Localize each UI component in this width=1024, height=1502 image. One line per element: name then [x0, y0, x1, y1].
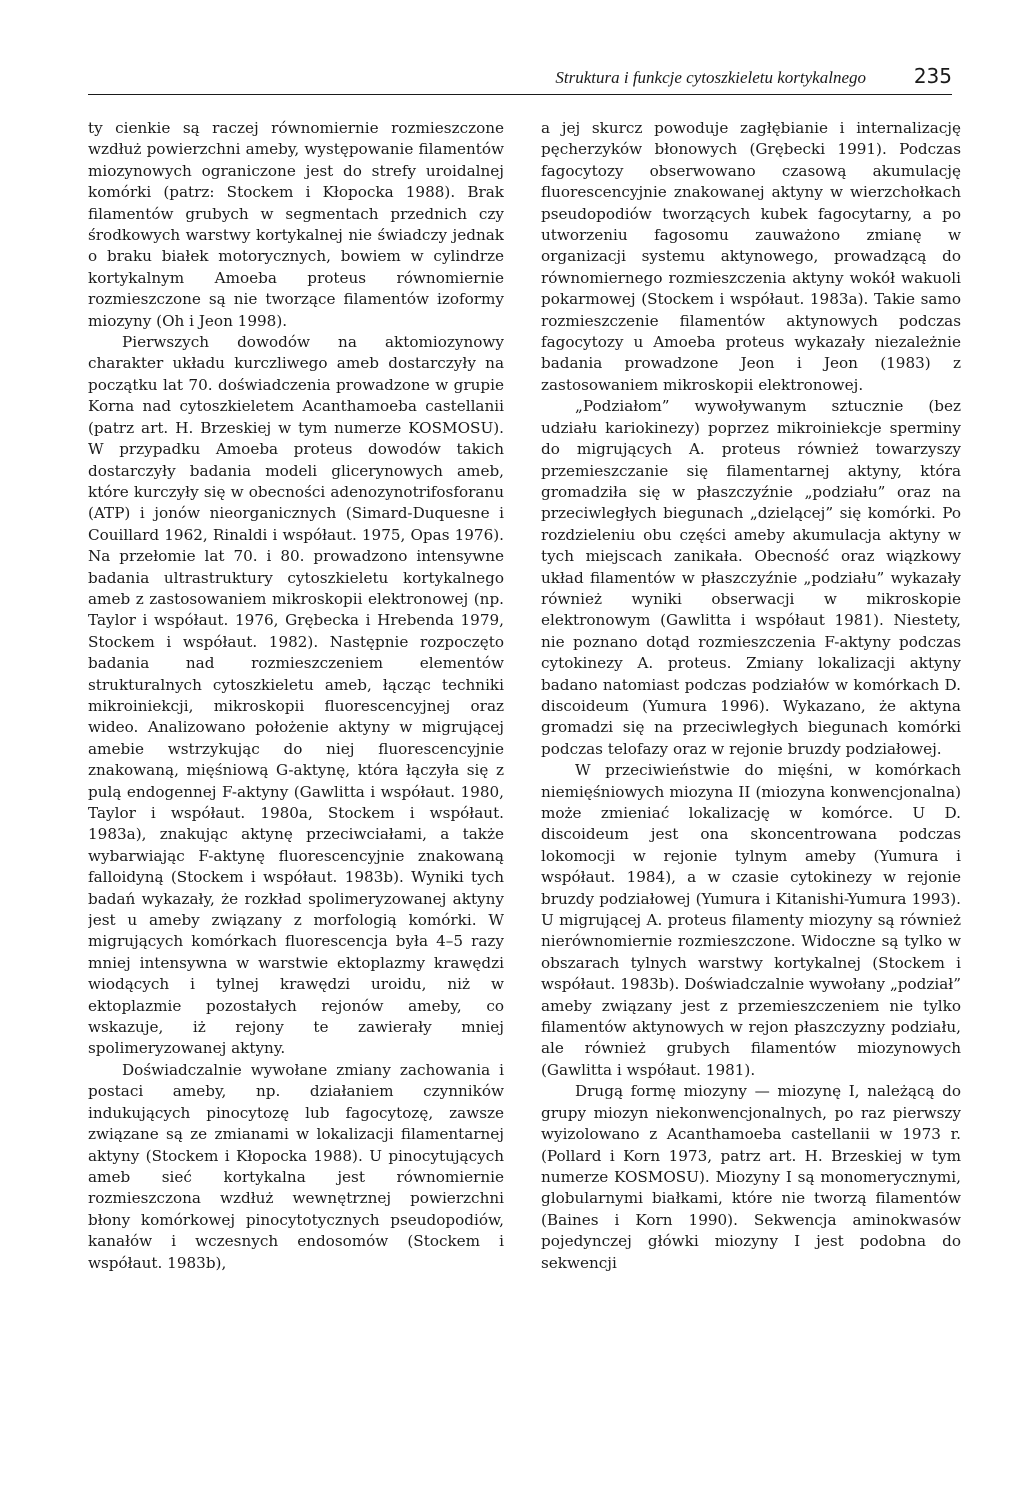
right-column	[541, 118, 961, 1458]
right-paragraph-1: a jej skurcz powoduje zagłębianie i internalizację pęcherzyków błonowych (Grębecki 1991). Podczas fagocytozy obserwowano czasową akumulację fluorescencyjnie znakowanej aktyny w wierzchołkach pseudopodiów tworzących kubek fagocytarny, a po utworzeniu fagosomu zauważono zmianę w organizacji systemu aktynowego, prowadzącą do równomiernego rozmieszczenia aktyny wokół wakuoli pokarmowej (Stockem i współaut. 1983a). Takie samo rozmieszczenie filamentów aktynowych podczas fagocytozy u Amoeba proteus wykazały niezależnie badania prowadzone Jeon i Jeon (1983) z zastosowaniem mikroskopii elektronowej.	[541, 119, 961, 394]
page-header	[88, 66, 952, 96]
right-paragraph-3: W przeciwieństwie do mięśni, w komórkach niemięśniowych miozyna II (miozyna konwencjonalna) może zmieniać lokalizację w komórce. U D. discoideum jest ona skoncentrowana podczas lokomocji w rejonie tylnym ameby (Yumura i współaut. 1984), a w czasie cytokinezy w rejonie bruzdy podziałowej (Yumura i Kitanishi-Yumura 1993). U migrującej A. proteus filamenty miozyny są również nierównomiernie rozmieszczone. Widoczne są tylko w obszarach tylnych warstwy kortykalnej (Stockem i współaut. 1983b). Doświadczalnie wywołany „podział” ameby związany jest z przemieszczeniem nie tylko filamentów aktynowych w rejon płaszczyzny podziału, ale również grubych filamentów miozynowych (Gawlitta i współaut. 1981).	[541, 761, 961, 1079]
page-number: 235	[913, 64, 952, 88]
left-paragraph-1: ty cienkie są raczej równomiernie rozmieszczone wzdłuż powierzchni ameby, występowanie filamentów miozynowych ograniczone jest do strefy uroidalnej komórki (patrz: Stockem i Kłopocka 1988). Brak filamentów grubych w segmentach przednich czy środkowych warstwy kortykalnej nie świadczy jednak o braku białek motorycznych, bowiem w cylindrze kortykalnym Amoeba proteus równomiernie rozmieszczone są nie tworzące filamentów izoformy miozyny (Oh i Jeon 1998).	[88, 119, 504, 330]
left-paragraph-2: Pierwszych dowodów na aktomiozynowy charakter układu kurczliwego ameb dostarczyły na początku lat 70. doświadczenia prowadzone w grupie Korna nad cytoszkieletem Acanthamoeba castellanii (patrz art. H. Brzeskiej w tym numerze KOSMOSU). W przypadku Amoeba proteus dowodów takich dostarczyły badania modeli glicerynowych ameb, które kurczyły się w obecności adenozynotrifosforanu (ATP) i jonów nieorganicznych (Simard-Duquesne i Couillard 1962, Rinaldi i współaut. 1975, Opas 1976). Na przełomie lat 70. i 80. prowadzono intensywne badania ultrastruktury cytoszkieletu kortykalnego ameb z zastosowaniem mikroskopii elektronowej (np. Taylor i współaut. 1976, Grębecka i Hrebenda 1979, Stockem i współaut. 1982). Następnie rozpoczęto badania nad rozmieszczeniem elementów strukturalnych cytoszkieletu ameb, łącząc techniki mikroiniekcji, mikroskopii fluorescencyjnej oraz wideo. Analizowano położenie aktyny w migrującej amebie wstrzykując do niej fluorescencyjnie znakowaną, mięśniową G-aktynę, która łączyła się z pulą endogennej F-aktyny (Gawlitta i współaut. 1980, Taylor i współaut. 1980a, Stockem i współaut. 1983a), znakując aktynę przeciwciałami, a także wybarwiając F-aktynę fluorescencyjnie znakowaną falloidyną (Stockem i współaut. 1983b). Wyniki tych badań wykazały, że rozkład spolimeryzowanej aktyny jest u ameby związany z morfologią komórki. W migrujących komórkach fluorescencja była 4–5 razy mniej intensywna w warstwie ektoplazmy krawędzi wiodących i tylnej krawędzi uroidu, niż w ektoplazmie pozostałych rejonów ameby, co wskazuje, iż rejony te zawierały mniej spolimeryzowanej aktyny.	[88, 333, 504, 1058]
left-paragraph-3: Doświadczalnie wywołane zmiany zachowania i postaci ameby, np. działaniem czynników indukujących pinocytozę lub fagocytozę, zawsze związane są ze zmianami w lokalizacji filamentarnej aktyny (Stockem i Kłopocka 1988). U pinocytujących ameb sieć kortykalna jest równomiernie rozmieszczona wzdłuż wewnętrznej powierzchni błony komórkowej pinocytotycznych pseudopodiów, kanałów i wczesnych endosomów (Stockem i współaut. 1983b),	[88, 1060, 504, 1272]
header-rule	[88, 94, 952, 95]
running-title: Struktura i funkcje cytoszkieletu kortykalnego	[555, 68, 866, 87]
right-paragraph-4: Drugą formę miozyny — miozynę I, należącą do grupy miozyn niekonwencjonalnych, po raz pierwszy wyizolowano z Acanthamoeba castellanii w 1973 r. (Pollard i Korn 1973, patrz art. H. Brzeskiej w tym numerze KOSMOSU). Miozyny I są monomerycznymi, globularnymi białkami, które nie tworzą filamentów (Baines i Korn 1990). Sekwencja aminokwasów pojedynczej główki miozyny I jest podobna do sekwencji	[541, 1082, 961, 1272]
right-paragraph-2: „Podziałom” wywoływanym sztucznie (bez udziału kariokinezy) poprzez mikroiniekcje sperminy do migrujących A. proteus również towarzyszy przemieszczanie się filamentarnej aktyny, która gromadziła się w płaszczyźnie „podziału” oraz na przeciwległych biegunach „dzielącej” się komórki. Po rozdzieleniu obu części ameby akumulacja aktyny w tych miejscach zanikała. Obecność oraz wiązkowy układ filamentów w płaszczyźnie „podziału” wykazały również wyniki obserwacji w mikroskopie elektronowym (Gawlitta i współaut 1981). Niestety, nie poznano dotąd rozmieszczenia F-aktyny podczas cytokinezy A. proteus. Zmiany lokalizacji aktyny badano natomiast podczas podziałów w komórkach D. discoideum (Yumura 1996). Wykazano, że aktyna gromadzi się na przeciwległych biegunach komórki podczas telofazy oraz w rejonie bruzdy podziałowej.	[541, 397, 961, 758]
left-column	[88, 118, 504, 1458]
